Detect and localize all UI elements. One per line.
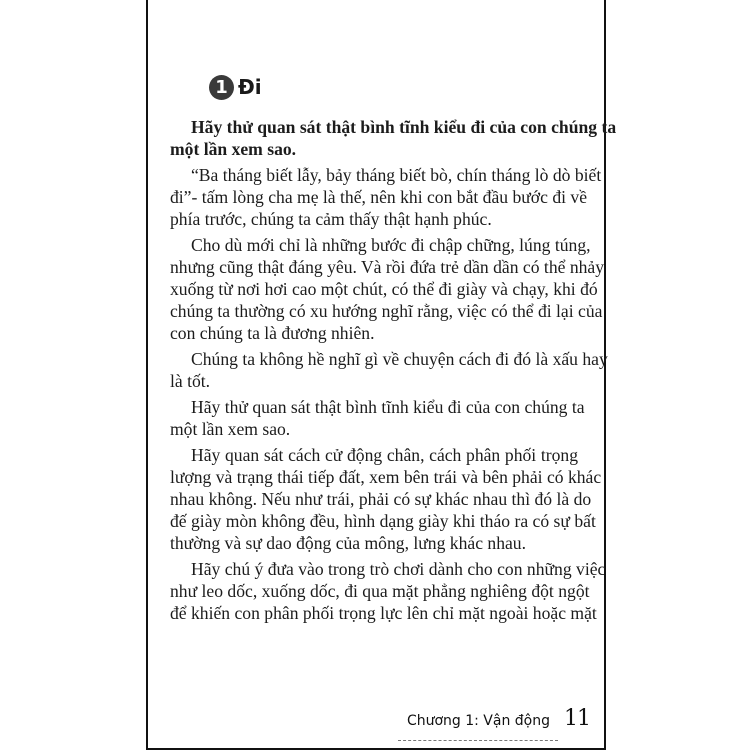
text-line: một lần xem sao. [170,139,297,159]
text-line: là tốt. [170,371,211,391]
section-title: Đi [238,75,262,99]
text-line: chúng ta thường có xu hướng nghĩ rằng, việc có thể đi lại của [170,301,603,321]
paragraph [170,234,605,344]
section-heading [209,73,262,101]
chapter-footer: Chương 1: Vận động [406,713,550,729]
text-line: xuống từ nơi hơi cao một chút, có thể đi giày và chạy, khi đó [170,279,598,299]
footer-divider [398,740,558,741]
page-footer [407,706,590,731]
text-line: thường và sự dao động của mông, lưng khác nhau. [170,533,526,553]
text-line: Chúng ta không hề nghĩ gì về chuyện cách đi đó là xấu hay [191,349,608,369]
text-line: Hãy thử quan sát thật bình tĩnh kiểu đi của con chúng ta [191,117,617,137]
text-line: phía trước, chúng ta cảm thấy thật hạnh phúc. [170,209,492,229]
text-line: Hãy chú ý đưa vào trong trò chơi dành cho con những việc [191,559,606,579]
page-number: 11 [564,706,590,731]
paragraph [170,396,585,440]
paragraph [170,558,606,624]
paragraph [170,116,617,160]
section-number-badge: 1 [209,75,234,100]
text-line: nhau không. Nếu như trái, phải có sự khác nhau thì đó là do [170,489,592,509]
paragraph [170,444,602,554]
text-line: một lần xem sao. [170,419,291,439]
text-line: để khiến con phân phối trọng lực lên chỉ mặt ngoài hoặc mặt [170,603,597,623]
text-line: đế giày mòn không đều, hình dạng giày khi tháo ra có sự bất [170,511,596,531]
text-line: Cho dù mới chỉ là những bước đi chập chững, lúng túng, [191,235,591,255]
paragraph [170,348,608,392]
paragraph [170,164,602,230]
text-line: con chúng ta là đương nhiên. [170,323,375,343]
text-line: Hãy quan sát cách cử động chân, cách phân phối trọng [191,445,578,465]
text-line: đi”- tấm lòng cha mẹ là thế, nên khi con bắt đầu bước đi về [170,187,588,207]
text-line: lượng và trạng thái tiếp đất, xem bên trái và bên phải có khác [170,467,602,487]
text-line: như leo dốc, xuống dốc, đi qua mặt phẳng nghiêng đột ngột [170,581,590,601]
text-line: “Ba tháng biết lẫy, bảy tháng biết bò, chín tháng lò dò biết [191,165,602,185]
page-body [170,116,617,628]
text-line: nhưng cũng thật đáng yêu. Và rồi đứa trẻ dần dần có thể nhảy [170,257,605,277]
text-line: Hãy thử quan sát thật bình tĩnh kiểu đi của con chúng ta [191,397,585,417]
